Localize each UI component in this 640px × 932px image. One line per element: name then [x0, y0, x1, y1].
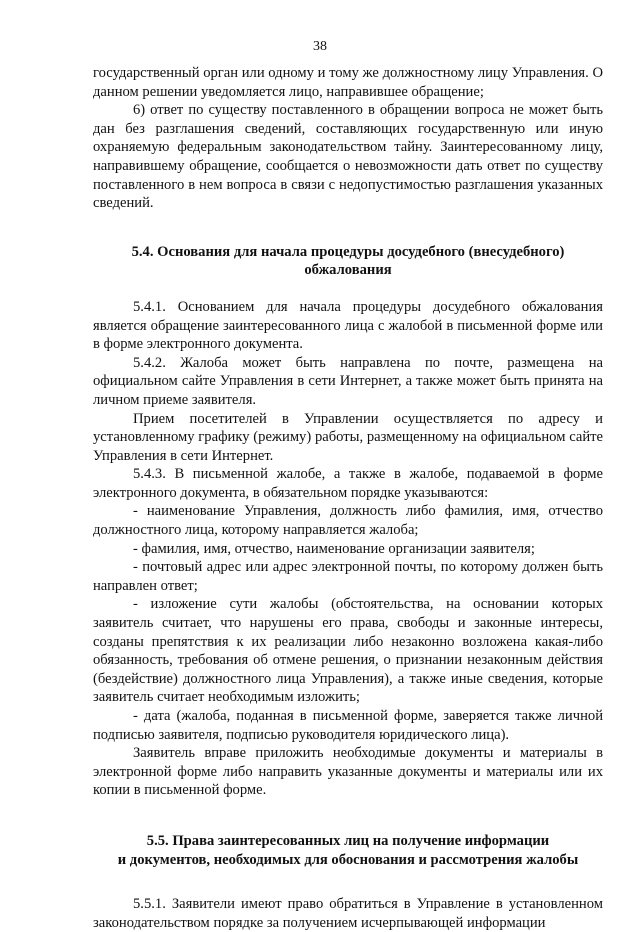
list-item: - фамилия, имя, отчество, наименование организации заявителя; — [133, 540, 535, 557]
heading-line: и документов, необходимых для обоснования и рассмотрения жалобы — [117, 851, 579, 868]
paragraph-item-6: 6) ответ по существу поставленного в обращении вопроса не может быть дан без разглашения сведений, составляющих государственную или иную охраняемую федеральным законодательством тайну. Заинтересованному лицу, направившему обращение, сообщается о невозможности дать ответ по существу поставленного в нем вопроса в связи с недопустимостью разглашения указанных сведений. — [93, 102, 603, 212]
paragraph-reception: Прием посетителей в Управлении осуществляется по адресу и установленному графику (режиму) работы, размещенному на официальном сайте Управления в сети Интернет. — [93, 410, 603, 464]
paragraph-5-4-2: 5.4.2. Жалоба может быть направлена по почте, размещена на официальном сайте Управления в сети Интернет, а также может быть принята на личном приеме заявителя. — [93, 354, 603, 408]
list-item: - дата (жалоба, поданная в письменной форме, заверяется также личной подписью заявителя, подписью руководителя юридического лица). — [93, 708, 603, 743]
section-heading-5-5 — [93, 832, 603, 869]
page-body — [93, 64, 603, 932]
paragraph-5-4-1: 5.4.1. Основанием для начала процедуры досудебного обжалования является обращение заинтересованного лица с жалобой в письменной форме или в форме электронного документа. — [93, 298, 603, 353]
paragraph-5-4-3: 5.4.3. В письменной жалобе, а также в жалобе, подаваемой в форме электронного документа, в обязательном порядке указываются: — [93, 466, 603, 501]
list-item: - почтовый адрес или адрес электронной почты, по которому должен быть направлен ответ; — [93, 559, 603, 594]
page-number: 38 — [313, 39, 327, 54]
heading-line: обжалования — [304, 262, 392, 279]
list-item: - наименование Управления, должность либо фамилия, имя, отчество должностного лица, которому направляется жалоба; — [93, 503, 603, 539]
heading-line: 5.4. Основания для начала процедуры досудебного (внесудебного) — [131, 243, 565, 260]
paragraph-continuation: государственный орган или одному и тому же должностному лицу Управления. О данном решении уведомляется лицо, направившее обращение; — [93, 65, 603, 100]
section-heading-5-4 — [93, 243, 603, 280]
paragraph-5-5-1: 5.5.1. Заявители имеют право обратиться в Управление в установленном законодательством порядке за получением исчерпывающей информации — [93, 896, 603, 931]
list-item: - изложение сути жалобы (обстоятельства, на основании которых заявитель считает, что нарушены его права, свободы и законные интересы, созданы препятствия к их реализации либо незаконно возложена какая-либо обязанность, требования об отмене решения, о признании незаконным действия (бездействие) должностного лица Управления), а также иные сведения, которые заявитель считает необходимым изложить; — [93, 596, 603, 706]
paragraph-attachments: Заявитель вправе приложить необходимые документы и материалы в электронной форме либо направить указанные документы и материалы или их копии в письменной форме. — [93, 745, 603, 799]
heading-line: 5.5. Права заинтересованных лиц на получение информации — [146, 832, 550, 849]
